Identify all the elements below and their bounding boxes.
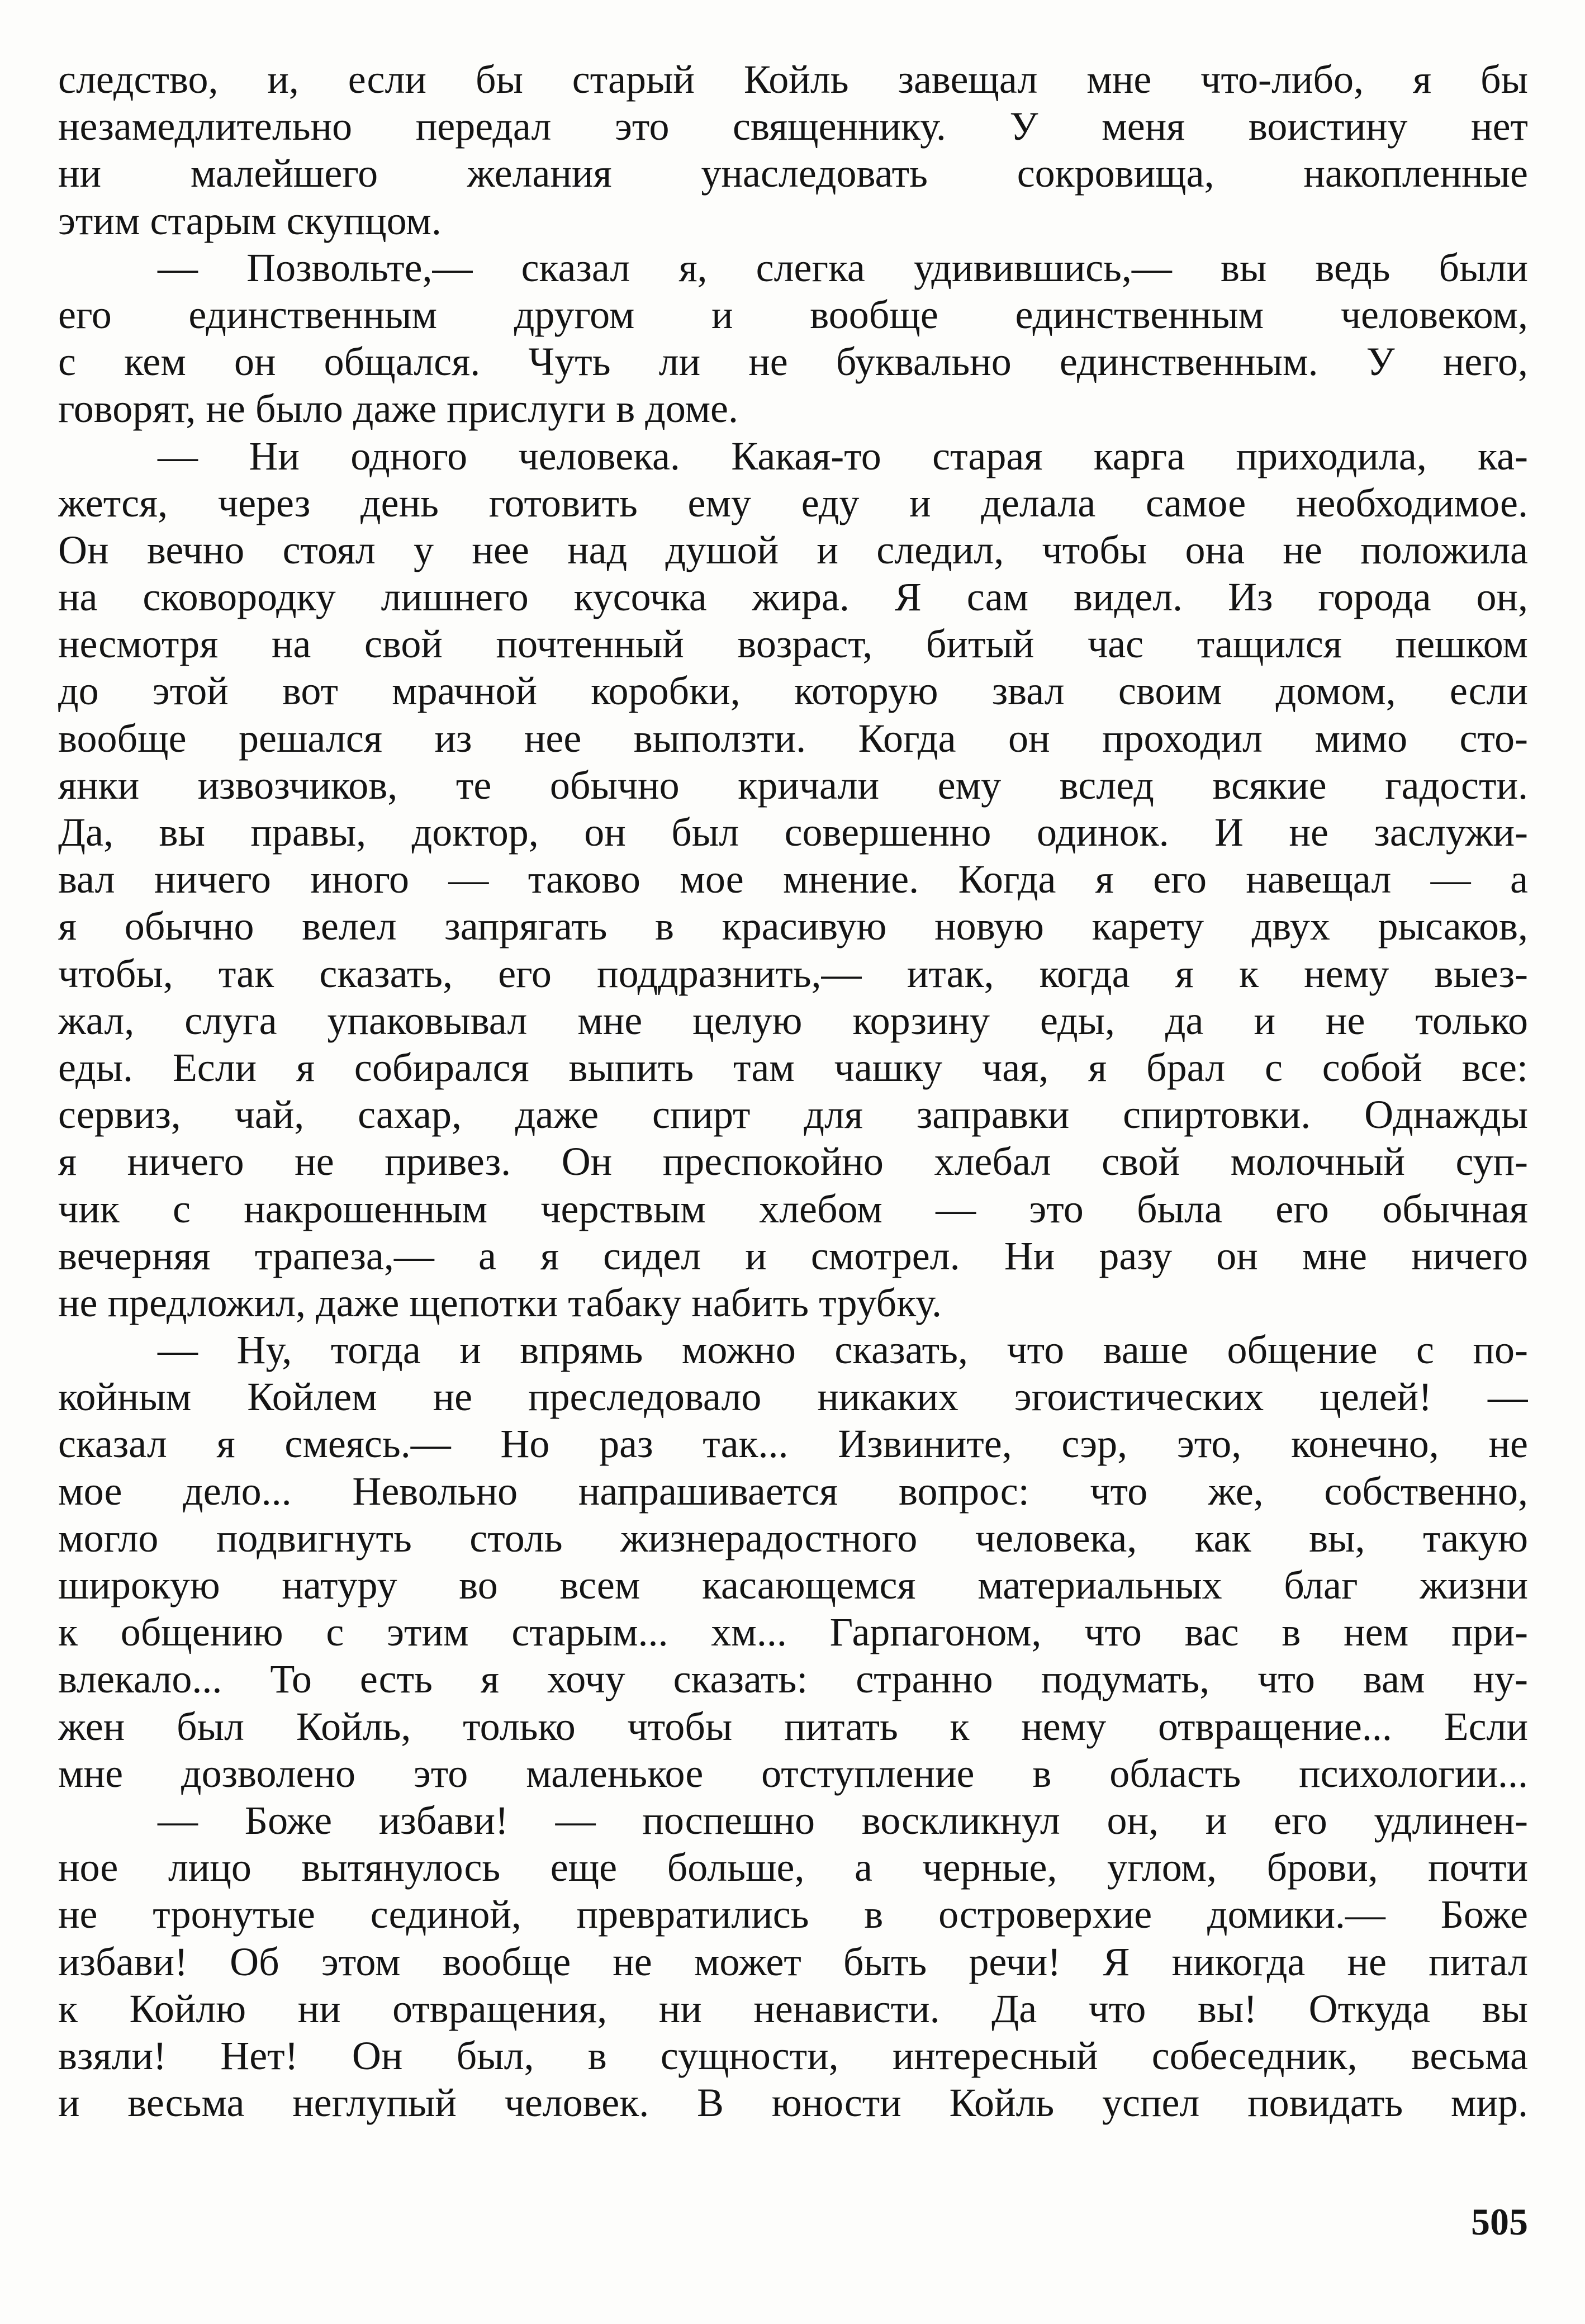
text-line: к общению с этим старым... хм... Гарпагоном, что вас в нем при- [58, 1610, 1528, 1655]
text-line: влекало... То есть я хочу сказать: странно подумать, что вам ну- [58, 1657, 1528, 1702]
text-line: на сковородку лишнего кусочка жира. Я сам видел. Из города он, [58, 575, 1528, 620]
text-line: незамедлительно передал это священнику. У меня воистину нет [58, 104, 1528, 149]
text-line: не тронутые сединой, превратились в островерхие домики.— Боже [58, 1892, 1528, 1937]
text-line: жен был Койль, только чтобы питать к нему отвращение... Если [58, 1704, 1528, 1749]
text-line: — Позвольте,— сказал я, слегка удивившись,— вы ведь были [158, 245, 1528, 290]
text-line: койным Койлем не преследовало никаких эгоистических целей! — [58, 1374, 1528, 1420]
text-line: янки извозчиков, те обычно кричали ему вслед всякие гадости. [58, 762, 1528, 808]
text-line: сервиз, чай, сахар, даже спирт для заправки спиртовки. Однажды [58, 1092, 1528, 1137]
text-line: Он вечно стоял у нее над душой и следил, чтобы она не положила [58, 527, 1528, 572]
text-line: несмотря на свой почтенный возраст, битый час тащился пешком [58, 622, 1528, 667]
text-line: ное лицо вытянулось еще больше, а черные, углом, брови, почти [58, 1845, 1528, 1890]
text-line: — Ну, тогда и впрямь можно сказать, что ваше общение с по- [158, 1327, 1528, 1373]
text-line: жал, слуга упаковывал мне целую корзину еды, да и не только [58, 998, 1528, 1043]
text-line: мне дозволено это маленькое отступление в область психологии... [58, 1751, 1528, 1796]
text-line: и весьма неглупый человек. В юности Койль успел повидать мир. [58, 2080, 1528, 2126]
text-line: вал ничего иного — таково мое мнение. Когда я его навещал — а [58, 857, 1528, 902]
text-line: к Койлю ни отвращения, ни ненависти. Да что вы! Откуда вы [58, 1986, 1528, 2031]
body-text [58, 56, 1528, 2126]
text-line: могло подвигнуть столь жизнерадостного человека, как вы, такую [58, 1515, 1528, 1561]
text-line: Да, вы правы, доктор, он был совершенно одинок. И не заслужи- [58, 810, 1528, 855]
text-line: — Боже избави! — поспешно воскликнул он, и его удлинен- [158, 1797, 1528, 1843]
text-line: я обычно велел запрягать в красивую новую карету двух рысаков, [58, 904, 1528, 949]
text-line: чик с накрошенным черствым хлебом — это была его обычная [58, 1186, 1528, 1231]
text-line: взяли! Нет! Он был, в сущности, интересный собеседник, весьма [58, 2033, 1528, 2078]
text-line: — Ни одного человека. Какая-то старая карга приходила, ка- [158, 433, 1528, 478]
text-line: жется, через день готовить ему еду и делала самое необходимое. [58, 480, 1528, 525]
text-line: его единственным другом и вообще единственным человеком, [58, 292, 1528, 337]
text-line: еды. Если я собирался выпить там чашку чая, я брал с собой все: [58, 1045, 1528, 1090]
text-line: избави! Об этом вообще не может быть речи! Я никогда не питал [58, 1939, 1528, 1984]
text-line: чтобы, так сказать, его поддразнить,— итак, когда я к нему выез- [58, 951, 1528, 996]
text-line: этим старым скупцом. [58, 198, 442, 243]
text-line: следство, и, если бы старый Койль завещал мне что-либо, я бы [58, 57, 1528, 102]
text-line: не предложил, даже щепотки табаку набить трубку. [58, 1280, 942, 1325]
text-line: до этой вот мрачной коробки, которую звал своим домом, если [58, 668, 1528, 714]
text-line: ни малейшего желания унаследовать сокровища, накопленные [58, 151, 1528, 196]
text-line: сказал я смеясь.— Но раз так... Извините, сэр, это, конечно, не [58, 1421, 1528, 1467]
text-line: говорят, не было даже прислуги в доме. [58, 386, 738, 431]
text-line: широкую натуру во всем касающемся материальных благ жизни [58, 1563, 1528, 1607]
text-line: я ничего не привез. Он преспокойно хлебал свой молочный суп- [58, 1139, 1528, 1184]
text-line: мое дело... Невольно напрашивается вопрос: что же, собственно, [58, 1468, 1528, 1514]
text-line: с кем он общался. Чуть ли не буквально единственным. У него, [58, 339, 1528, 385]
page-number: 505 [1471, 2200, 1528, 2243]
text-line: вечерняя трапеза,— а я сидел и смотрел. Ни разу он мне ничего [58, 1233, 1528, 1278]
text-line: вообще решался из нее выползти. Когда он проходил мимо сто- [58, 715, 1528, 761]
